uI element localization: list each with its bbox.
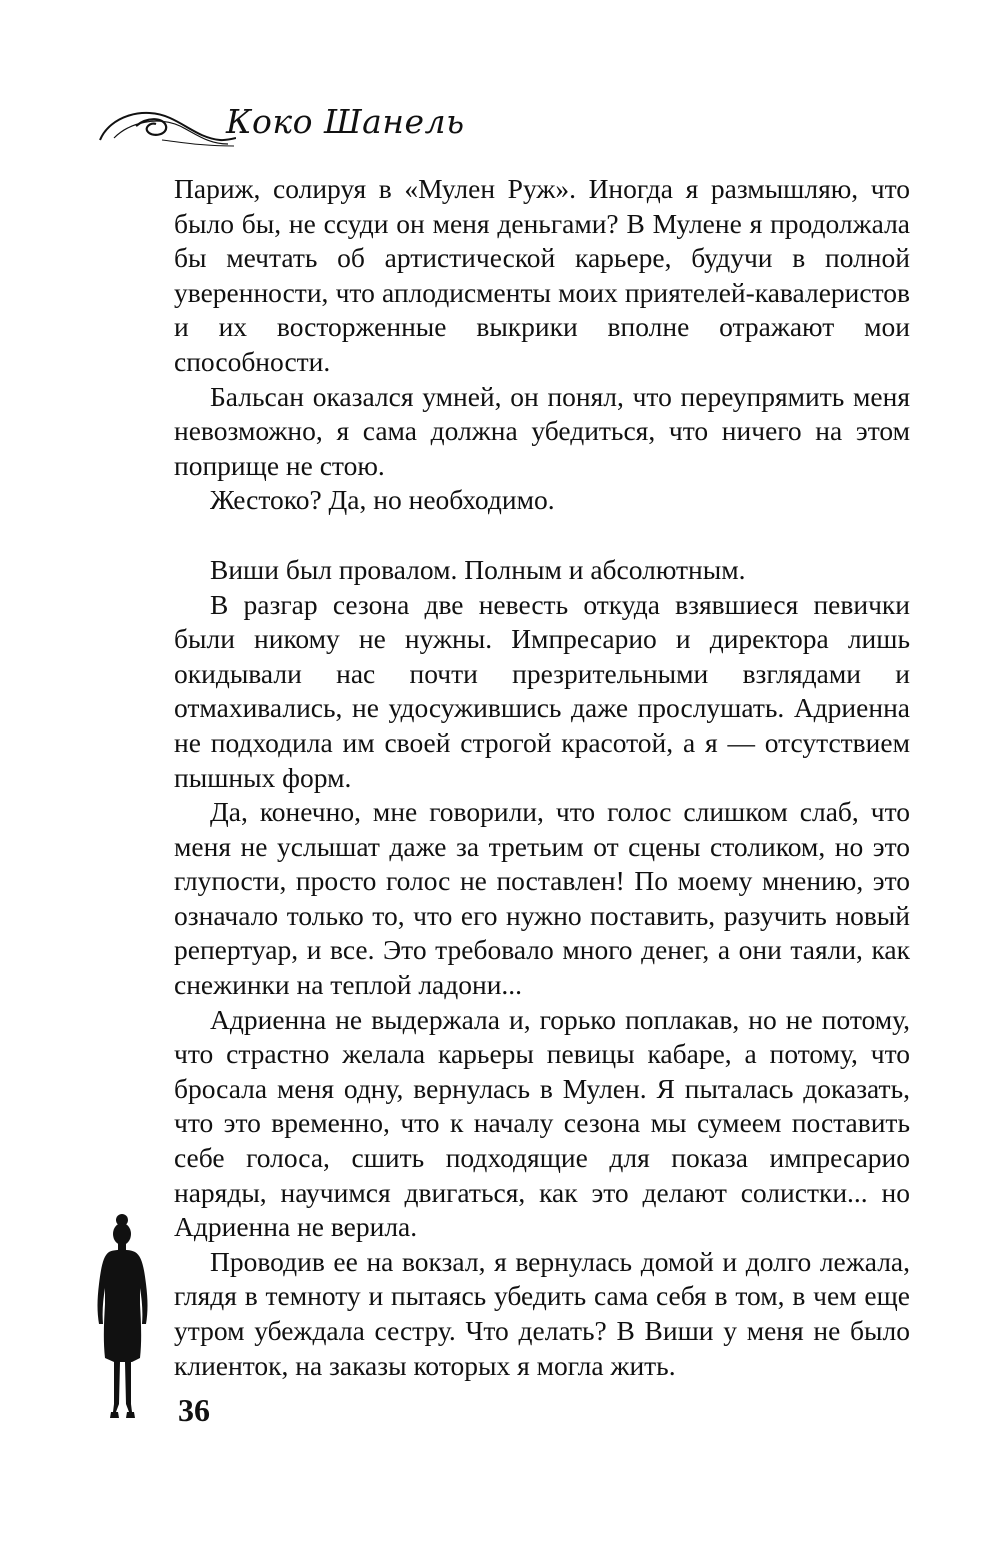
paragraph: Виши был провалом. Полным и абсолютным. [210, 553, 746, 585]
paragraph: Жестоко? Да, но необходимо. [210, 484, 555, 516]
paragraph: В разгар сезона две невесть откуда взявшиеся певички были никому не нужны. Импресарио и директора лишь окидывали нас почти презрительными взглядами и отмахивались, не удосужившись даже прослушать. Адриенна не подходила им своей строгой красотой, а я — отсутствием пышных форм. [174, 588, 910, 793]
paragraph: Париж, солируя в «Мулен Руж». Иногда я размышляю, что было бы, не ссуди он меня деньгами? В Мулене я продолжала бы мечтать об артистической карьере, будучи в полной уверенности, что аплодисменты моих приятелей-кавалеристов и их восторженные выкрики вполне отражают мои способности. [174, 173, 910, 377]
woman-silhouette-icon [92, 1212, 154, 1430]
body-text [174, 172, 910, 1383]
paragraph: Да, конечно, мне говорили, что голос слишком слаб, что меня не услышат даже за третьим от сцены столиком, но это глупости, просто голос не поставлен! По моему мнению, это означало только то, что его нужно поставить, разучить новый репертуар, и все. Это требовало много денег, а они таяли, как снежинки на теплой ладони... [174, 796, 910, 1001]
paragraph: Проводив ее на вокзал, я вернулась домой и долго лежала, глядя в темноту и пытаясь убедить сама себя в том, в чем еще утром убеждала сестру. Что делать? В Виши у меня не было клиенток, на заказы которых я могла жить. [174, 1245, 910, 1381]
paragraph: Бальсан оказался умней, он понял, что переупрямить меня невозможно, я сама должна убедиться, что ничего на этом поприще не стою. [174, 380, 910, 481]
paragraph: Адриенна не выдержала и, горько поплакав, но не потому, что страстно желала карьеры певицы кабаре, а потому, что бросала меня одну, вернулась в Мулен. Я пыталась доказать, что это временно, что к началу сезона мы сумеем поставить себе голоса, сшить подходящие для показа импресарио наряды, научимся двигаться, как это делают солистки... но Адриенна не верила. [174, 1003, 910, 1243]
swash-flourish-icon [96, 96, 236, 156]
page-number: 36 [178, 1392, 210, 1428]
header-title: Коко Шанель [226, 102, 465, 141]
running-header [96, 96, 465, 156]
